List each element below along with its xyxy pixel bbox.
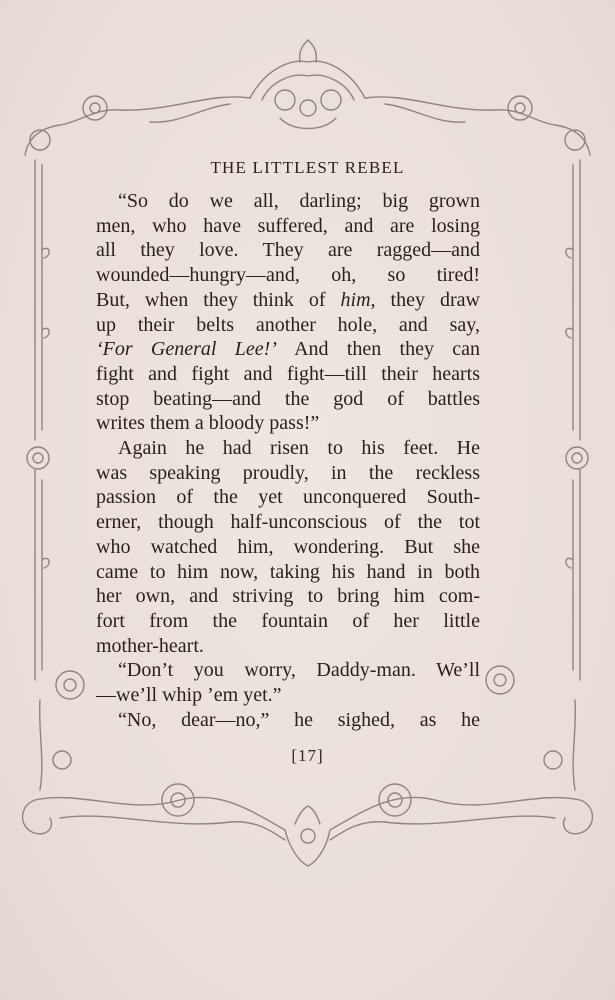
text-line: writes them a bloody pass!” [96,412,320,435]
emphasis: him [340,288,371,311]
text-line: fight and fight and fight—till their hearts [96,362,480,385]
emphasis: ‘For General Lee!’ [96,338,277,361]
text-line: Again he had risen to his feet. He [118,437,480,460]
page-number: [17] [291,746,324,765]
text-line: up their belts another hole, and say, [96,313,480,336]
text-line: came to him now, taking his hand in both [96,560,480,583]
text-line: ‘For General Lee!’ And then they can [96,338,480,361]
text-line: who watched him, wondering. But she [96,535,480,558]
text-line: “No, dear—no,” he sighed, as he [118,708,480,731]
running-head: THE LITTLEST REBEL [210,158,405,177]
text-line: passion of the yet unconquered South- [96,486,480,509]
text-line: stop beating—and the god of battles [96,387,480,410]
text-line: mother-heart. [96,634,204,657]
text-line: was speaking proudly, in the reckless [96,461,480,484]
text-line: fort from the fountain of her little [96,609,480,632]
text-line: her own, and striving to bring him com- [96,585,480,608]
text-line: all they love. They are ragged—and [96,239,480,262]
body-text [96,189,480,732]
text-line: “Don’t you worry, Daddy-man. We’ll [118,659,480,682]
text-line: wounded—hungry—and, oh, so tired! [96,264,480,287]
text-line: men, who have suffered, and are losing [96,214,480,237]
text-line: But, when they think of him, they draw [96,288,480,311]
text-line: “So do we all, darling; big grown [118,190,480,212]
text-line: erner, though half-unconscious of the tot [96,511,480,534]
text-line: —we’ll whip ’em yet.” [96,684,282,707]
